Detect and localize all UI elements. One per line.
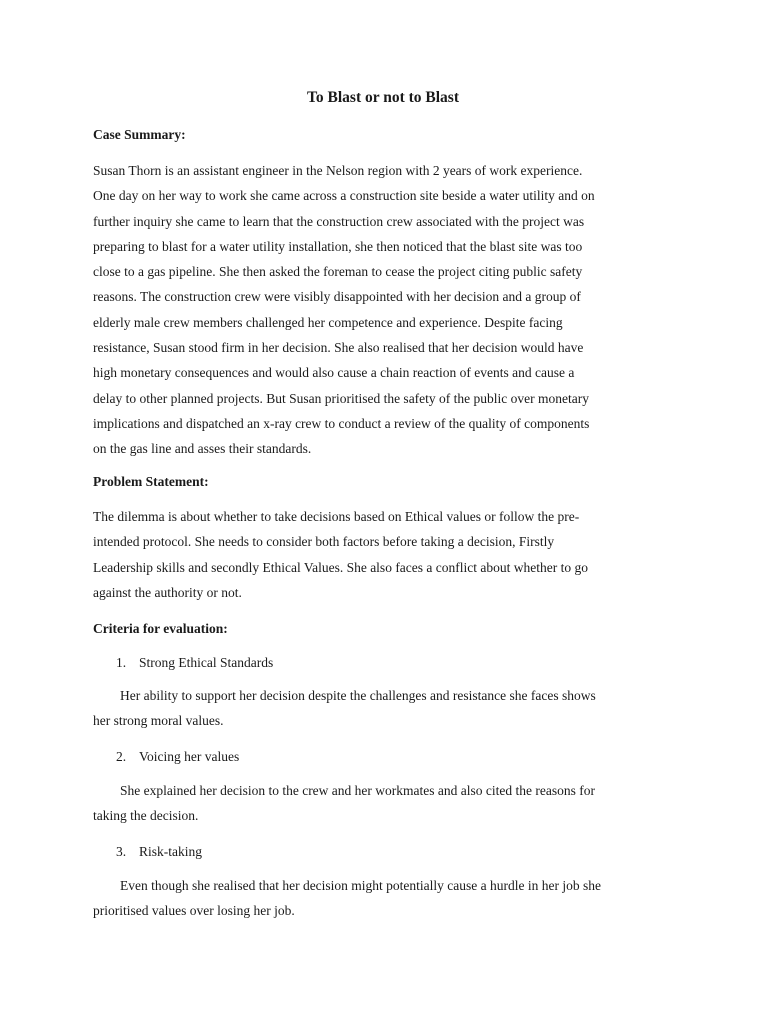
list-item-label: Strong Ethical Standards bbox=[139, 655, 274, 670]
paragraph-line: resistance, Susan stood firm in her decision. She also realised that her decision would have bbox=[93, 340, 584, 356]
paragraph-line: delay to other planned projects. But Susan prioritised the safety of the public over monetary bbox=[93, 390, 589, 406]
paragraph-line: She explained her decision to the crew and her workmates and also cited the reasons for bbox=[120, 783, 595, 798]
list-number: 2. bbox=[116, 749, 127, 764]
paragraph-line: close to a gas pipeline. She then asked the foreman to cease the project citing public safety bbox=[93, 264, 583, 280]
criteria-item-2-description bbox=[93, 778, 673, 829]
paragraph-line: intended protocol. She needs to consider both factors before taking a decision, Firstly bbox=[93, 534, 555, 550]
problem-statement-heading: Problem Statement: bbox=[93, 474, 209, 489]
list-item-label: Voicing her values bbox=[139, 749, 240, 764]
document-title: To Blast or not to Blast bbox=[306, 89, 459, 106]
criteria-item-3 bbox=[116, 843, 202, 861]
list-number: 1. bbox=[116, 655, 127, 670]
criteria-item-3-description bbox=[93, 873, 673, 924]
paragraph-line: preparing to blast for a water utility installation, she then noticed that the blast site was too bbox=[93, 238, 583, 254]
paragraph-line: further inquiry she came to learn that the construction crew associated with the project was bbox=[93, 213, 585, 229]
criteria-item-2 bbox=[116, 748, 239, 766]
criteria-heading: Criteria for evaluation: bbox=[93, 621, 228, 636]
paragraph-line: Even though she realised that her decision might potentially cause a hurdle in her job she bbox=[120, 878, 601, 893]
paragraph-line: against the authority or not. bbox=[93, 584, 242, 600]
paragraph-line: elderly male crew members challenged her competence and experience. Despite facing bbox=[93, 314, 563, 330]
paragraph-line: One day on her way to work she came across a construction site beside a water utility and on bbox=[93, 188, 595, 204]
list-item-label: Risk-taking bbox=[139, 844, 202, 859]
paragraph-line: taking the decision. bbox=[93, 808, 199, 824]
list-number: 3. bbox=[116, 844, 127, 859]
paragraph-line: prioritised values over losing her job. bbox=[93, 903, 295, 919]
paragraph-line: her strong moral values. bbox=[93, 713, 224, 729]
paragraph-line: Her ability to support her decision despite the challenges and resistance she faces shows bbox=[120, 688, 596, 703]
paragraph-line: reasons. The construction crew were visibly disappointed with her decision and a group of bbox=[93, 289, 581, 305]
case-summary-heading: Case Summary: bbox=[93, 127, 186, 142]
criteria-item-1 bbox=[116, 654, 273, 672]
paragraph-line: Leadership skills and secondly Ethical Values. She also faces a conflict about whether to go bbox=[93, 559, 588, 575]
paragraph-line: high monetary consequences and would also cause a chain reaction of events and cause a bbox=[93, 365, 575, 381]
paragraph-line: implications and dispatched an x-ray crew to conduct a review of the quality of components bbox=[93, 415, 590, 431]
problem-statement-paragraph bbox=[93, 504, 673, 605]
paragraph-line: on the gas line and asses their standards. bbox=[93, 441, 312, 457]
paragraph-line: Susan Thorn is an assistant engineer in the Nelson region with 2 years of work experience. bbox=[93, 163, 583, 178]
criteria-item-1-description bbox=[93, 683, 673, 734]
paragraph-line: The dilemma is about whether to take decisions based on Ethical values or follow the pre- bbox=[93, 509, 580, 524]
case-summary-paragraph bbox=[93, 158, 673, 462]
